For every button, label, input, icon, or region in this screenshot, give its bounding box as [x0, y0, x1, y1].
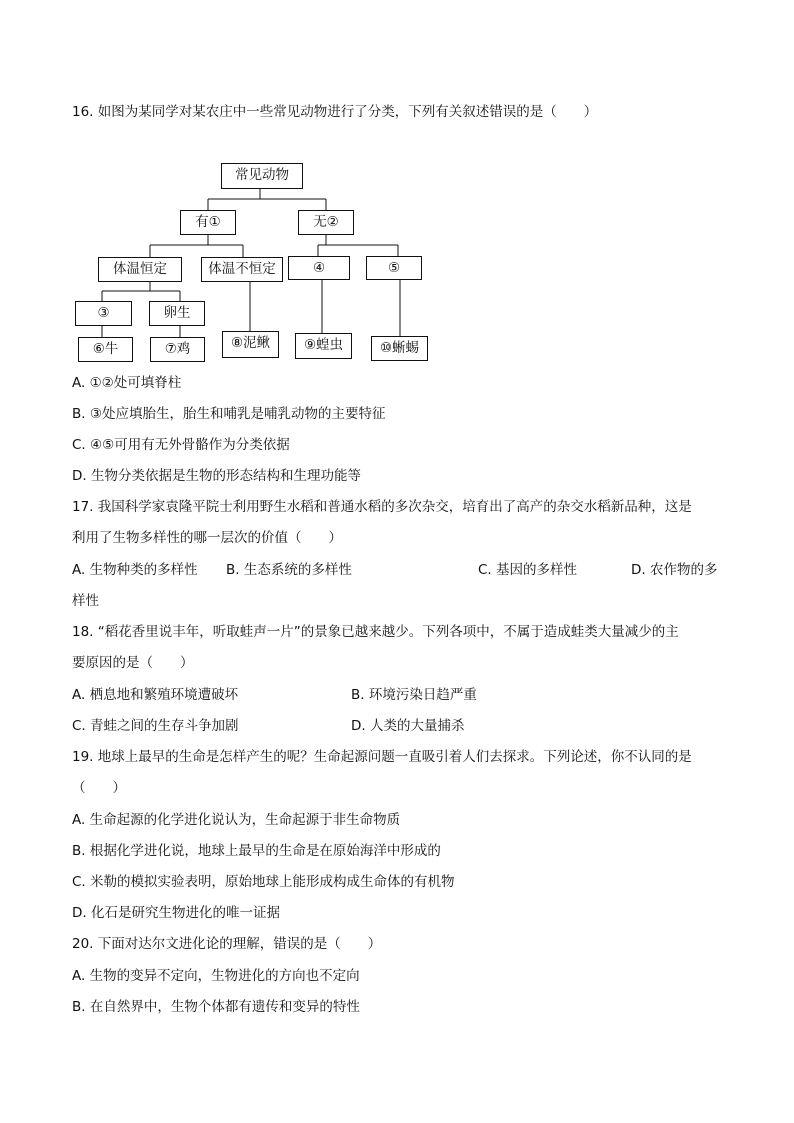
node-variable-temperature: 体温不恒定	[201, 257, 283, 282]
question-18-stem-line1: 18. “稻花香里说丰年，听取蛙声一片”的景象已越来越少。下列各项中，不属于造成蛙类大量减少的主	[72, 624, 679, 640]
node-oviparous: 卵生	[149, 301, 205, 326]
node-have-1: 有①	[180, 210, 236, 235]
leaf-9-locust: ⑨蝗虫	[295, 333, 352, 359]
question-16-stem: 16. 如图为某同学对某农庄中一些常见动物进行了分类，下列有关叙述错误的是（ ）	[72, 104, 598, 120]
question-19-stem-line2: （ ）	[72, 780, 126, 796]
leaf-8-loach: ⑧泥鳅	[222, 331, 279, 358]
node-constant-temperature: 体温恒定	[98, 257, 182, 282]
node-3: ③	[75, 301, 132, 326]
q19-option-c[interactable]: C. 米勒的模拟实验表明，原始地球上能形成构成生命体的有机物	[72, 874, 455, 890]
q18-option-b[interactable]: B. 环境污染日趋严重	[351, 687, 477, 703]
q19-option-b[interactable]: B. 根据化学进化说，地球上最早的生命是在原始海洋中形成的	[72, 843, 441, 859]
node-without-2: 无②	[298, 210, 354, 235]
question-17-stem-line1: 17. 我国科学家袁隆平院士利用野生水稻和普通水稻的多次杂交，培育出了高产的杂交水稻新品种，这是	[72, 499, 692, 515]
q19-option-a[interactable]: A. 生命起源的化学进化说认为，生命起源于非生命物质	[72, 812, 401, 828]
q17-option-d-continued: 样性	[72, 593, 99, 609]
node-common-animals: 常见动物	[221, 163, 303, 189]
node-5: ⑤	[366, 256, 422, 280]
q17-option-c[interactable]: C. 基因的多样性	[478, 562, 578, 578]
node-4: ④	[288, 256, 350, 280]
classification-diagram	[70, 158, 430, 363]
question-20-stem: 20. 下面对达尔文进化论的理解，错误的是（ ）	[72, 936, 382, 952]
leaf-7-chicken: ⑦鸡	[150, 337, 205, 362]
q16-option-c[interactable]: C. ④⑤可用有无外骨骼作为分类依据	[72, 437, 290, 453]
question-18-stem-line2: 要原因的是（ ）	[72, 655, 194, 671]
question-19-stem-line1: 19. 地球上最早的生命是怎样产生的呢？生命起源问题一直吸引着人们去探求。下列论述，你不认同的是	[72, 749, 692, 765]
q16-option-d[interactable]: D. 生物分类依据是生物的形态结构和生理功能等	[72, 468, 361, 484]
leaf-10-lizard: ⑩蜥蜴	[371, 336, 428, 361]
leaf-6-cattle: ⑥牛	[78, 337, 133, 362]
q17-option-b[interactable]: B. 生态系统的多样性	[226, 562, 352, 578]
q18-option-c[interactable]: C. 青蛙之间的生存斗争加剧	[72, 718, 239, 734]
q16-option-b[interactable]: B. ③处应填胎生，胎生和哺乳是哺乳动物的主要特征	[72, 406, 386, 422]
q18-option-a[interactable]: A. 栖息地和繁殖环境遭破坏	[72, 687, 239, 703]
q18-option-d[interactable]: D. 人类的大量捕杀	[351, 718, 465, 734]
q16-option-a[interactable]: A. ①②处可填脊柱	[72, 375, 182, 391]
q19-option-d[interactable]: D. 化石是研究生物进化的唯一证据	[72, 905, 280, 921]
q20-option-a[interactable]: A. 生物的变异不定向，生物进化的方向也不定向	[72, 968, 360, 984]
question-17-stem-line2: 利用了生物多样性的哪一层次的价值（ ）	[72, 530, 342, 546]
q20-option-b[interactable]: B. 在自然界中，生物个体都有遗传和变异的特性	[72, 999, 360, 1015]
q17-option-d[interactable]: D. 农作物的多	[631, 562, 718, 578]
q17-option-a[interactable]: A. 生物种类的多样性	[72, 562, 198, 578]
